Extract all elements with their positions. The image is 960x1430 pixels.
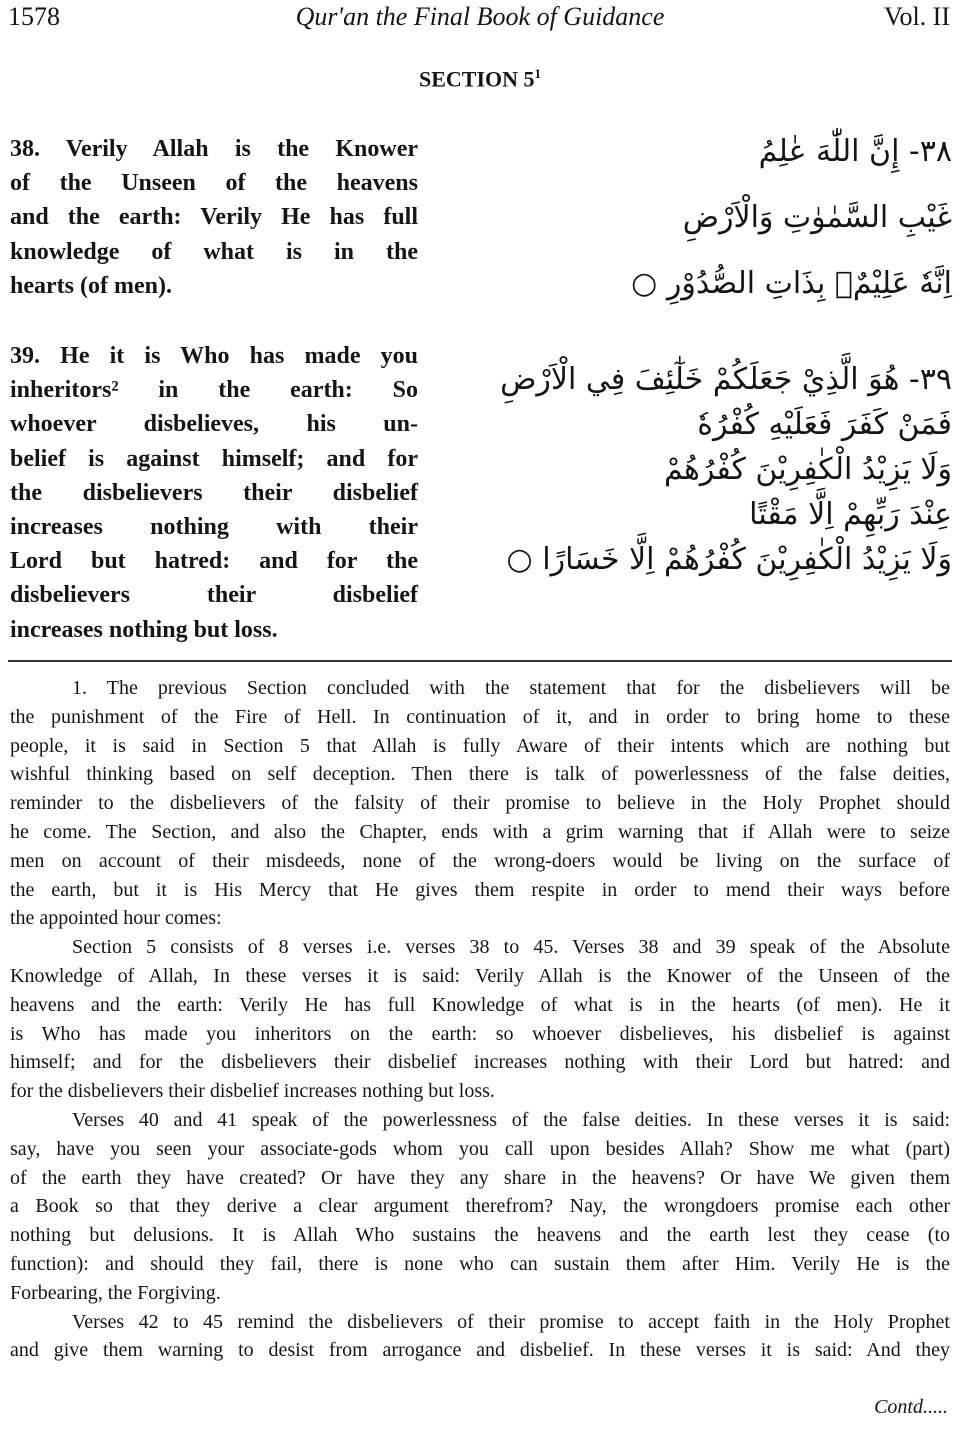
- verse-39-english-line: inheritors² in the earth: So: [10, 377, 418, 404]
- commentary-line: of the earth they have created? Or have they any share in the heavens? Or have We given them: [10, 1166, 950, 1189]
- page-number: 1578: [8, 2, 60, 31]
- footnote-ref: 1: [534, 66, 542, 81]
- verse-39-english-line: whoever disbelieves, his un-: [10, 411, 418, 438]
- verse-39-arabic-line: عِنْدَ رَبِّهِمْ اِلَّا مَقْتًا: [749, 497, 952, 532]
- verse-38-arabic-line: اِنَّهٗ عَلِيْمٌۢ بِذَاتِ الصُّدُوْرِ ○: [631, 266, 952, 301]
- verse-39-arabic-line: وَلَا يَزِيْدُ الْكٰفِرِيْنَ كُفْرُهُمْ: [664, 452, 952, 487]
- commentary-line: is Who has made you inheritors on the earth: so whoever disbelieves, his disbelief is against: [10, 1022, 950, 1045]
- verse-38-english-line: and the earth: Verily He has full: [10, 204, 418, 231]
- commentary-line: 1. The previous Section concluded with the statement that for the disbelievers will be: [72, 677, 950, 699]
- commentary-line: himself; and for the disbelievers their disbelief increases nothing with their Lord but hatred: and: [10, 1051, 950, 1074]
- verse-39-english-line: belief is against himself; and for: [10, 445, 418, 472]
- section-heading: [0, 66, 960, 92]
- verse-39-english-line: increases nothing but loss.: [10, 616, 278, 643]
- commentary-line: Section 5 consists of 8 verses i.e. verses 38 to 45. Verses 38 and 39 speak of the Absolute: [72, 936, 950, 959]
- divider: [8, 660, 952, 662]
- commentary-line: Verses 42 to 45 remind the disbelievers of their promise to accept faith in the Holy Prophet: [72, 1310, 950, 1333]
- verse-39-arabic-line: وَلَا يَزِيْدُ الْكٰفِرِيْنَ كُفْرُهُمْ اِلَّا خَسَارًا ○: [506, 542, 952, 577]
- commentary-line: Forbearing, the Forgiving.: [10, 1281, 221, 1304]
- commentary-line: wishful thinking based on self deception. Then there is talk of powerlessness of the false deities,: [10, 763, 950, 786]
- commentary-line: Knowledge of Allah, In these verses it is said: Verily Allah is the Knower of the Unseen of the: [10, 965, 950, 987]
- running-title: Qur'an the Final Book of Guidance: [295, 2, 665, 31]
- commentary-line: nothing but delusions. It is Allah Who sustains the heavens and the earth lest they cease (to: [10, 1224, 950, 1247]
- verse-39-english-line: increases nothing with their: [10, 514, 418, 540]
- section-title: SECTION 5: [418, 66, 535, 92]
- verse-38-english-line: hearts (of men).: [10, 272, 172, 299]
- commentary-line: and give them warning to desist from arrogance and disbelief. In these verses it is said: And they: [10, 1339, 950, 1362]
- commentary-line: he come. The Section, and also the Chapter, ends with a grim warning that if Allah were to seize: [10, 821, 950, 843]
- commentary-line: function): and should they fail, there is none who can sustain them after Him. Verily He is the: [10, 1253, 950, 1275]
- verse-39-english-line: Lord but hatred: and for the: [10, 548, 418, 575]
- verse-38-arabic-line: ٣٨- إِنَّ اللّٰهَ عٰلِمُ: [758, 134, 952, 169]
- verse-39-english-line: disbelievers their disbelief: [10, 582, 418, 609]
- verse-38-english-line: knowledge of what is in the: [10, 238, 418, 265]
- volume-label: Vol. II: [884, 2, 950, 31]
- commentary-line: men on account of their misdeeds, none of the wrong-doers would be living on the surface of: [10, 849, 950, 872]
- commentary-line: a Book so that they derive a clear argument therefrom? Nay, the wrongdoers promise each other: [10, 1195, 950, 1218]
- commentary-line: for the disbelievers their disbelief increases nothing but loss.: [10, 1080, 495, 1103]
- commentary-line: say, have you seen your associate-gods whom you call upon besides Allah? Show me what (part): [10, 1137, 950, 1160]
- continued-label: Contd.....: [874, 1396, 948, 1418]
- verse-38-english-line: 38. Verily Allah is the Knower: [10, 136, 418, 162]
- commentary-line: the punishment of the Fire of Hell. In continuation of it, and in order to bring home to these: [10, 705, 950, 728]
- verse-39-arabic-line: فَمَنْ كَفَرَ فَعَلَيْهِ كُفْرُهٗ: [697, 407, 952, 442]
- commentary-line: the earth, but it is His Mercy that He gives them respite in order to mend their ways before: [10, 878, 950, 901]
- verse-38-arabic-line: غَيْبِ السَّمٰوٰتِ وَالْاَرْضِ: [682, 200, 952, 235]
- commentary-line: reminder to the disbelievers of the falsity of their promise to believe in the Holy Prophet should: [10, 792, 950, 815]
- commentary-line: heavens and the earth: Verily He has full Knowledge of what is in the hearts (of men). He it: [10, 993, 950, 1016]
- verse-39-arabic-line: ٣٩- هُوَ الَّذِيْ جَعَلَكُمْ خَلٰٓئِفَ فِي الْاَرْضِ: [500, 362, 952, 397]
- verse-39-english-line: 39. He it is Who has made you: [10, 343, 418, 369]
- commentary-line: the appointed hour comes:: [10, 907, 222, 930]
- verse-38-english-line: of the Unseen of the heavens: [10, 170, 418, 197]
- commentary-line: Verses 40 and 41 speak of the powerlessness of the false deities. In these verses it is said:: [72, 1109, 950, 1131]
- verse-39-english-line: the disbelievers their disbelief: [10, 479, 418, 506]
- commentary-line: people, it is said in Section 5 that Allah is fully Aware of their intents which are nothing but: [10, 734, 950, 757]
